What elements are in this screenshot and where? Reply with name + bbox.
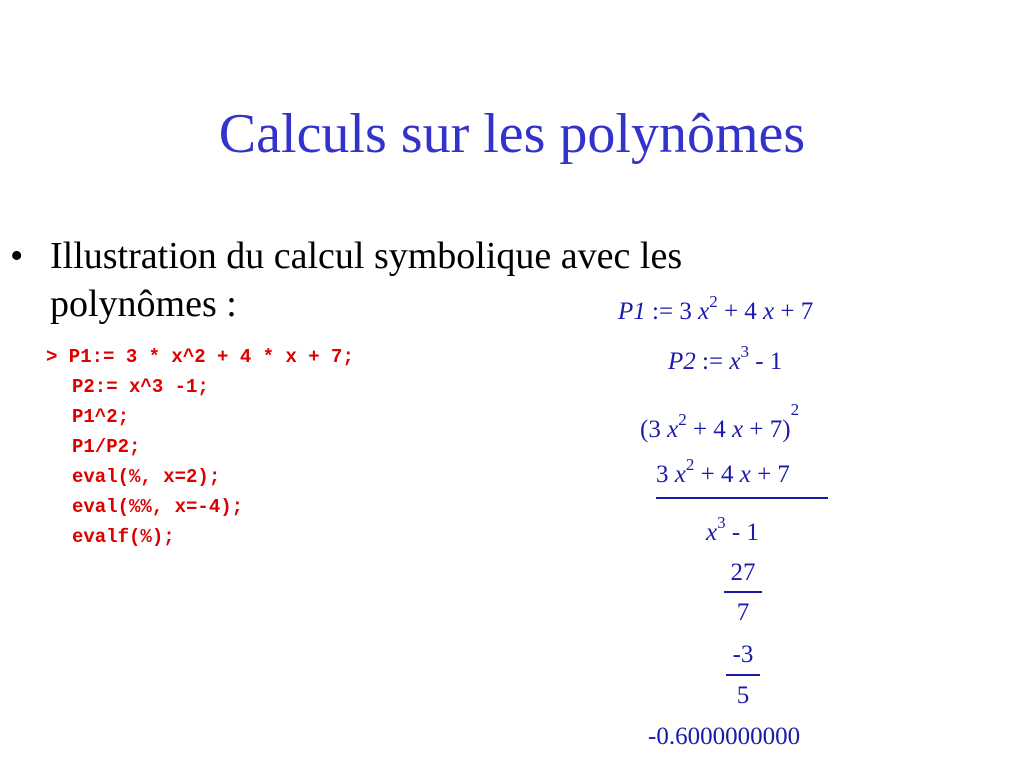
output-result2-numerator: -3 [732,641,754,668]
output-p2: P2 := $x^3 - 1$ [668,342,783,375]
fraction-bar [656,497,828,499]
code-line: P2:= x^3 -1; [72,376,209,398]
maple-code-block [46,342,354,552]
code-line: eval(%%, x=-4); [72,496,244,518]
output-fraction-denominator: $x^3 - 1$ [706,513,759,546]
output-result1-denominator: 7 [736,599,750,626]
bullet-text: Illustration du calcul symbolique avec les polynômes : [50,235,683,325]
output-result1-numerator: 27 [730,559,756,586]
output-p1-squared: (3 $x^2 + 4$ x + 7)$^2$ [640,400,800,443]
bullet-dot: • [10,235,24,277]
fraction-bar [726,674,760,676]
code-line: eval(%, x=2); [72,466,221,488]
output-decimal: -0.6000000000 [648,723,801,750]
output-result2-denominator: 5 [736,682,750,709]
fraction-bar [724,591,762,593]
code-line: P1^2; [72,406,130,428]
output-p1: P1 := 3 $x^2 + 4$ x + 7 [618,292,814,325]
code-line: P1/P2; [72,436,141,458]
code-line: > P1:= 3 * x^2 + 4 * x + 7; [46,346,354,368]
slide-title: Calculs sur les polynômes [218,103,806,165]
code-line: evalf(%); [72,526,175,548]
output-fraction-numerator: 3 $x^2 + 4$ x + 7 [656,455,790,488]
